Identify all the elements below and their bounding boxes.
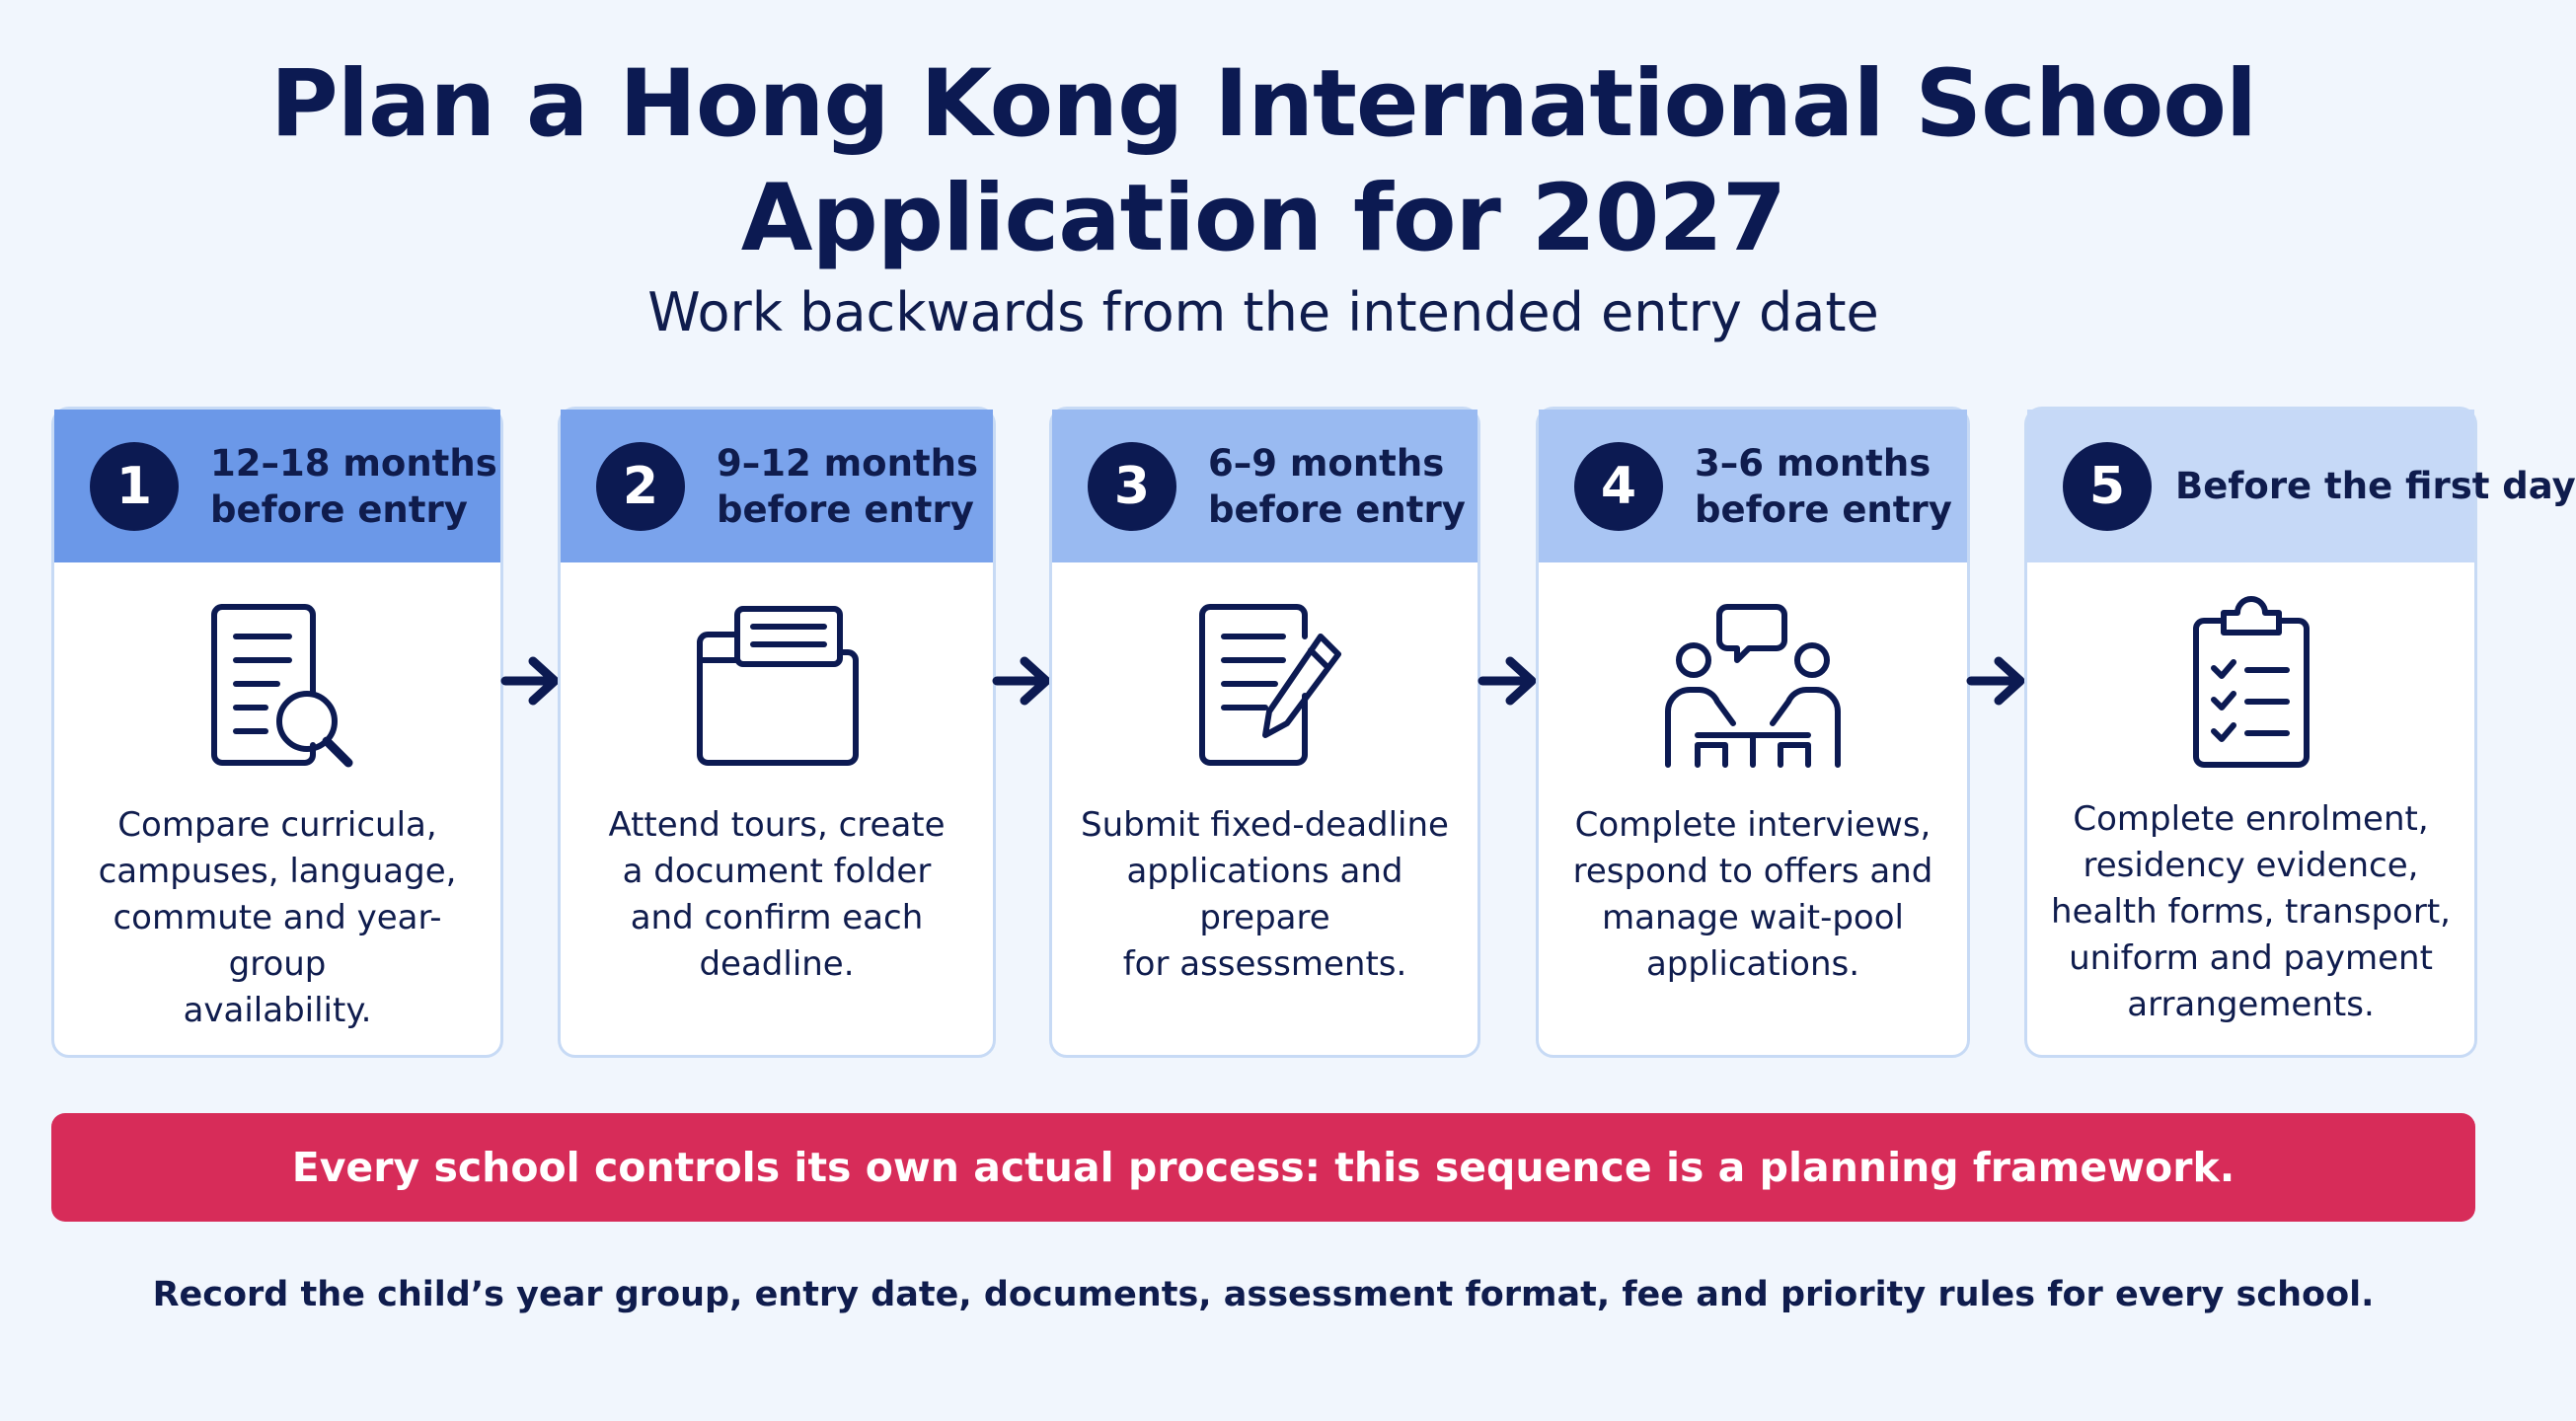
step-4-number: 4 (1574, 442, 1663, 531)
document-search-icon (179, 597, 376, 775)
title-line-2: Application for 2027 (740, 165, 1786, 272)
page-subtitle: Work backwards from the intended entry date (647, 281, 1879, 343)
arrow-right-icon (499, 651, 565, 710)
title-line-1: Plan a Hong Kong International School (269, 50, 2257, 158)
document-pencil-icon (1167, 597, 1364, 775)
step-1-timeframe: 12–18 months before entry (210, 441, 497, 531)
step-card-5 (2024, 407, 2576, 1058)
step-2-header (561, 410, 993, 562)
folder-icon (678, 597, 875, 775)
step-5-number: 5 (2063, 442, 2152, 531)
disclaimer-banner (51, 1113, 2475, 1222)
step-3-timeframe: 6–9 months before entry (1208, 441, 1466, 531)
step-card-3 (1049, 407, 1480, 1058)
arrow-right-icon (991, 651, 1056, 710)
page-title (0, 47, 2527, 276)
step-3-header (1052, 410, 1477, 562)
step-5-header (2027, 410, 2576, 562)
footer-note: Record the child’s year group, entry date, documents, assessment format, fee and priority rules for every school. (152, 1275, 2375, 1314)
step-1-description: Compare curricula, campuses, language, commute and year-group availability. (98, 805, 457, 1030)
arrow-right-icon (1477, 651, 1542, 710)
clipboard-checklist-icon (2153, 597, 2350, 775)
step-card-2 (558, 407, 996, 1058)
step-4-header (1539, 410, 1967, 562)
step-1-header (54, 410, 500, 562)
step-5-description: Complete enrolment, residency evidence, health forms, transport, uniform and payment arrangements. (2051, 799, 2451, 1024)
step-3-number: 3 (1088, 442, 1176, 531)
step-4-timeframe: 3–6 months before entry (1695, 441, 1952, 531)
step-2-timeframe: 9–12 months before entry (717, 441, 978, 531)
arrow-right-icon (1965, 651, 2030, 710)
step-2-description: Attend tours, create a document folder and confirm each deadline. (608, 805, 946, 984)
interview-icon (1654, 597, 1852, 775)
step-4-description: Complete interviews, respond to offers and manage wait-pool applications. (1572, 805, 1933, 984)
step-5-timeframe: Before the first day (2175, 465, 2576, 507)
step-2-number: 2 (596, 442, 685, 531)
step-card-1 (51, 407, 503, 1058)
step-3-description: Submit fixed-deadline applications and prepare for assessments. (1081, 805, 1449, 984)
step-1-number: 1 (90, 442, 179, 531)
disclaimer-text: Every school controls its own actual process: this sequence is a planning framework. (291, 1144, 2235, 1191)
step-card-4 (1536, 407, 1970, 1058)
